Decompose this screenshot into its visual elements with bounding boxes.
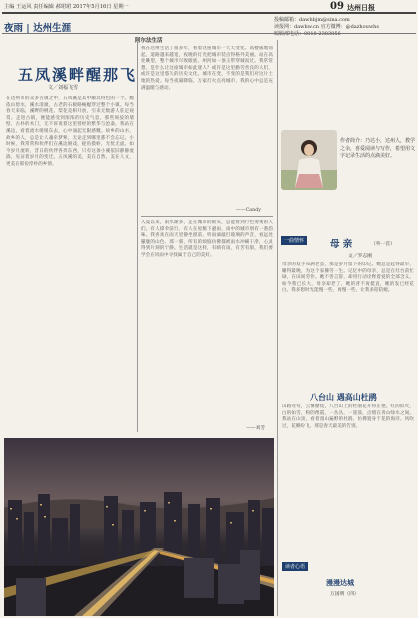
small-item-label: 读者心语 bbox=[282, 562, 308, 571]
article-separator bbox=[141, 216, 273, 217]
poem2-body: 山路弯弯，云雾缭绕，八台山上的杜鹃花开得正艳。红的似火，白的如雪，粉的像霞，一丛丛，一簇簇，点缀在青山绿水之间。我站在山顶，看着漫山遍野的杜鹃，仿佛置身于花的海洋。风吹过，花瓣纷飞，那是春天最美的告别。 bbox=[282, 404, 414, 429]
section-title: 夜雨 | 达州生涯 bbox=[4, 23, 72, 34]
article-end-mark-2: ——刘芳 bbox=[246, 426, 266, 431]
poem-title: 母 亲 bbox=[330, 239, 353, 250]
section-rule bbox=[2, 33, 416, 34]
poem-body: 母亲的双手布满老茧，那是岁月留下的印记。她总是起得最早，睡得最晚，为这个家操劳一生。记忆中的母亲，总是在灶台前忙碌，在田间劳作。她不善言辞，却用行动诠释着爱的全部含义。如今我已长大，母亲却老了，她的背不再挺直，她的发已经花白。我多想时光能慢一些，再慢一些，让我多陪陪她。 bbox=[282, 262, 414, 294]
masthead-info: 主编 王运风 责任编辑 郝珺珺 2017年5月16日 星期一 bbox=[4, 4, 129, 10]
poem-section-label: 一曲情怀 bbox=[281, 236, 307, 245]
small-item-author: 万国明（四） bbox=[330, 592, 359, 597]
article-body-col2: 我在达州生活了很多年，看着这座城市一天天变化。高楼拔地而起，道路越来越宽，夜晚的灯光把城市装点得格外美丽。站在高处眺望，整个城市尽收眼底，州河如一条玉带穿城而过。我常常想，是什么让这座城市如此迷人？或许是这里勤劳善良的人们，或许是这里悠久的历史文化。城市在变，不变的是我们对这片土地的热爱。每当夜幕降临，万家灯火点亮城市，我的心中总是充满温暖与感动。 bbox=[141, 46, 273, 91]
poem-author: 文／罗志刚 bbox=[348, 254, 372, 259]
header-rule bbox=[2, 12, 416, 14]
page-number: 09 bbox=[330, 1, 344, 12]
column-divider bbox=[137, 40, 138, 432]
poem2-title: 八台山 遇高山杜鹃 bbox=[310, 392, 377, 402]
newspaper-name: 达州日报 bbox=[347, 3, 375, 12]
contact-web: 读报网：dawhw.cn 官方微博：@dazhouwhs bbox=[274, 24, 379, 30]
article-author: 文／刘福飞雪 bbox=[48, 85, 79, 91]
column-divider-right bbox=[277, 40, 278, 616]
contact-email: 投稿邮箱：dawhbjm@sina.com bbox=[274, 17, 350, 23]
center-column-heading: 阿尔法生活 bbox=[135, 38, 163, 44]
article-body-col1: 在达州市的众多古镇之中，五凤溪是其中颇具特色的一个。她依山傍水，溪水清澈，古老的石板路蜿蜒穿过整个小镇。每当春天来临，溪畔的桃花、梨花竞相开放，引来无数游人驻足观赏。走进古镇，便能感受到浓浓的历史气息，那些斑驳的墙壁、古朴的木门，无不诉说着这里曾经的繁华与沧桑。我站在溪边，看着流水缓缓东去，心中涌起无限感慨。故乡的山水，故乡的人，总是让人魂牵梦萦，无论走到哪里都不会忘记。小时候，我常常和伙伴们在溪边嬉戏，捉鱼摸虾，无忧无虑。如今岁月流转，昔日的伙伴各奔东西，只有这条小溪依旧静静流淌，见证着岁月的变迁。五凤溪的美，美在自然，美在人文，更美在那份淳朴的乡情。 bbox=[6, 96, 134, 167]
author-photo bbox=[281, 130, 337, 190]
small-item-title: 漫漫达城 bbox=[326, 578, 354, 587]
author-caption: 作者简介：乃达小，达州人，教学之余，喜爱阅读与写作，希望用文字记录生活的点滴美好。 bbox=[340, 138, 416, 159]
city-night-photo bbox=[4, 438, 274, 616]
city-night-illustration bbox=[4, 438, 274, 616]
article-title: 五凤溪畔醒那飞 bbox=[18, 66, 138, 84]
article-end-mark: ——Candy bbox=[236, 208, 261, 213]
poem-subtitle: （外一首） bbox=[371, 242, 395, 247]
contact-phone: 编辑部电话：0818-2383856 bbox=[274, 31, 341, 37]
article-body-col3: 入夏以来，雨水渐多，走在城市的街头，总能看到行色匆匆的人们。有人撑伞前行，有人在屋檐下避雨，雨中的城市别有一番韵味。我喜欢在雨天里静坐窗前，听雨滴敲打玻璃的声音，看远处朦胧的山色。那一刻，所有的烦恼仿佛都被雨水冲刷干净，心灵得到片刻的宁静。生活就是这样，有晴有雨，有苦有甜，我们要学会在风雨中寻找属于自己的美好。 bbox=[141, 220, 273, 258]
contact-block bbox=[274, 17, 414, 38]
author-portrait bbox=[281, 130, 337, 190]
